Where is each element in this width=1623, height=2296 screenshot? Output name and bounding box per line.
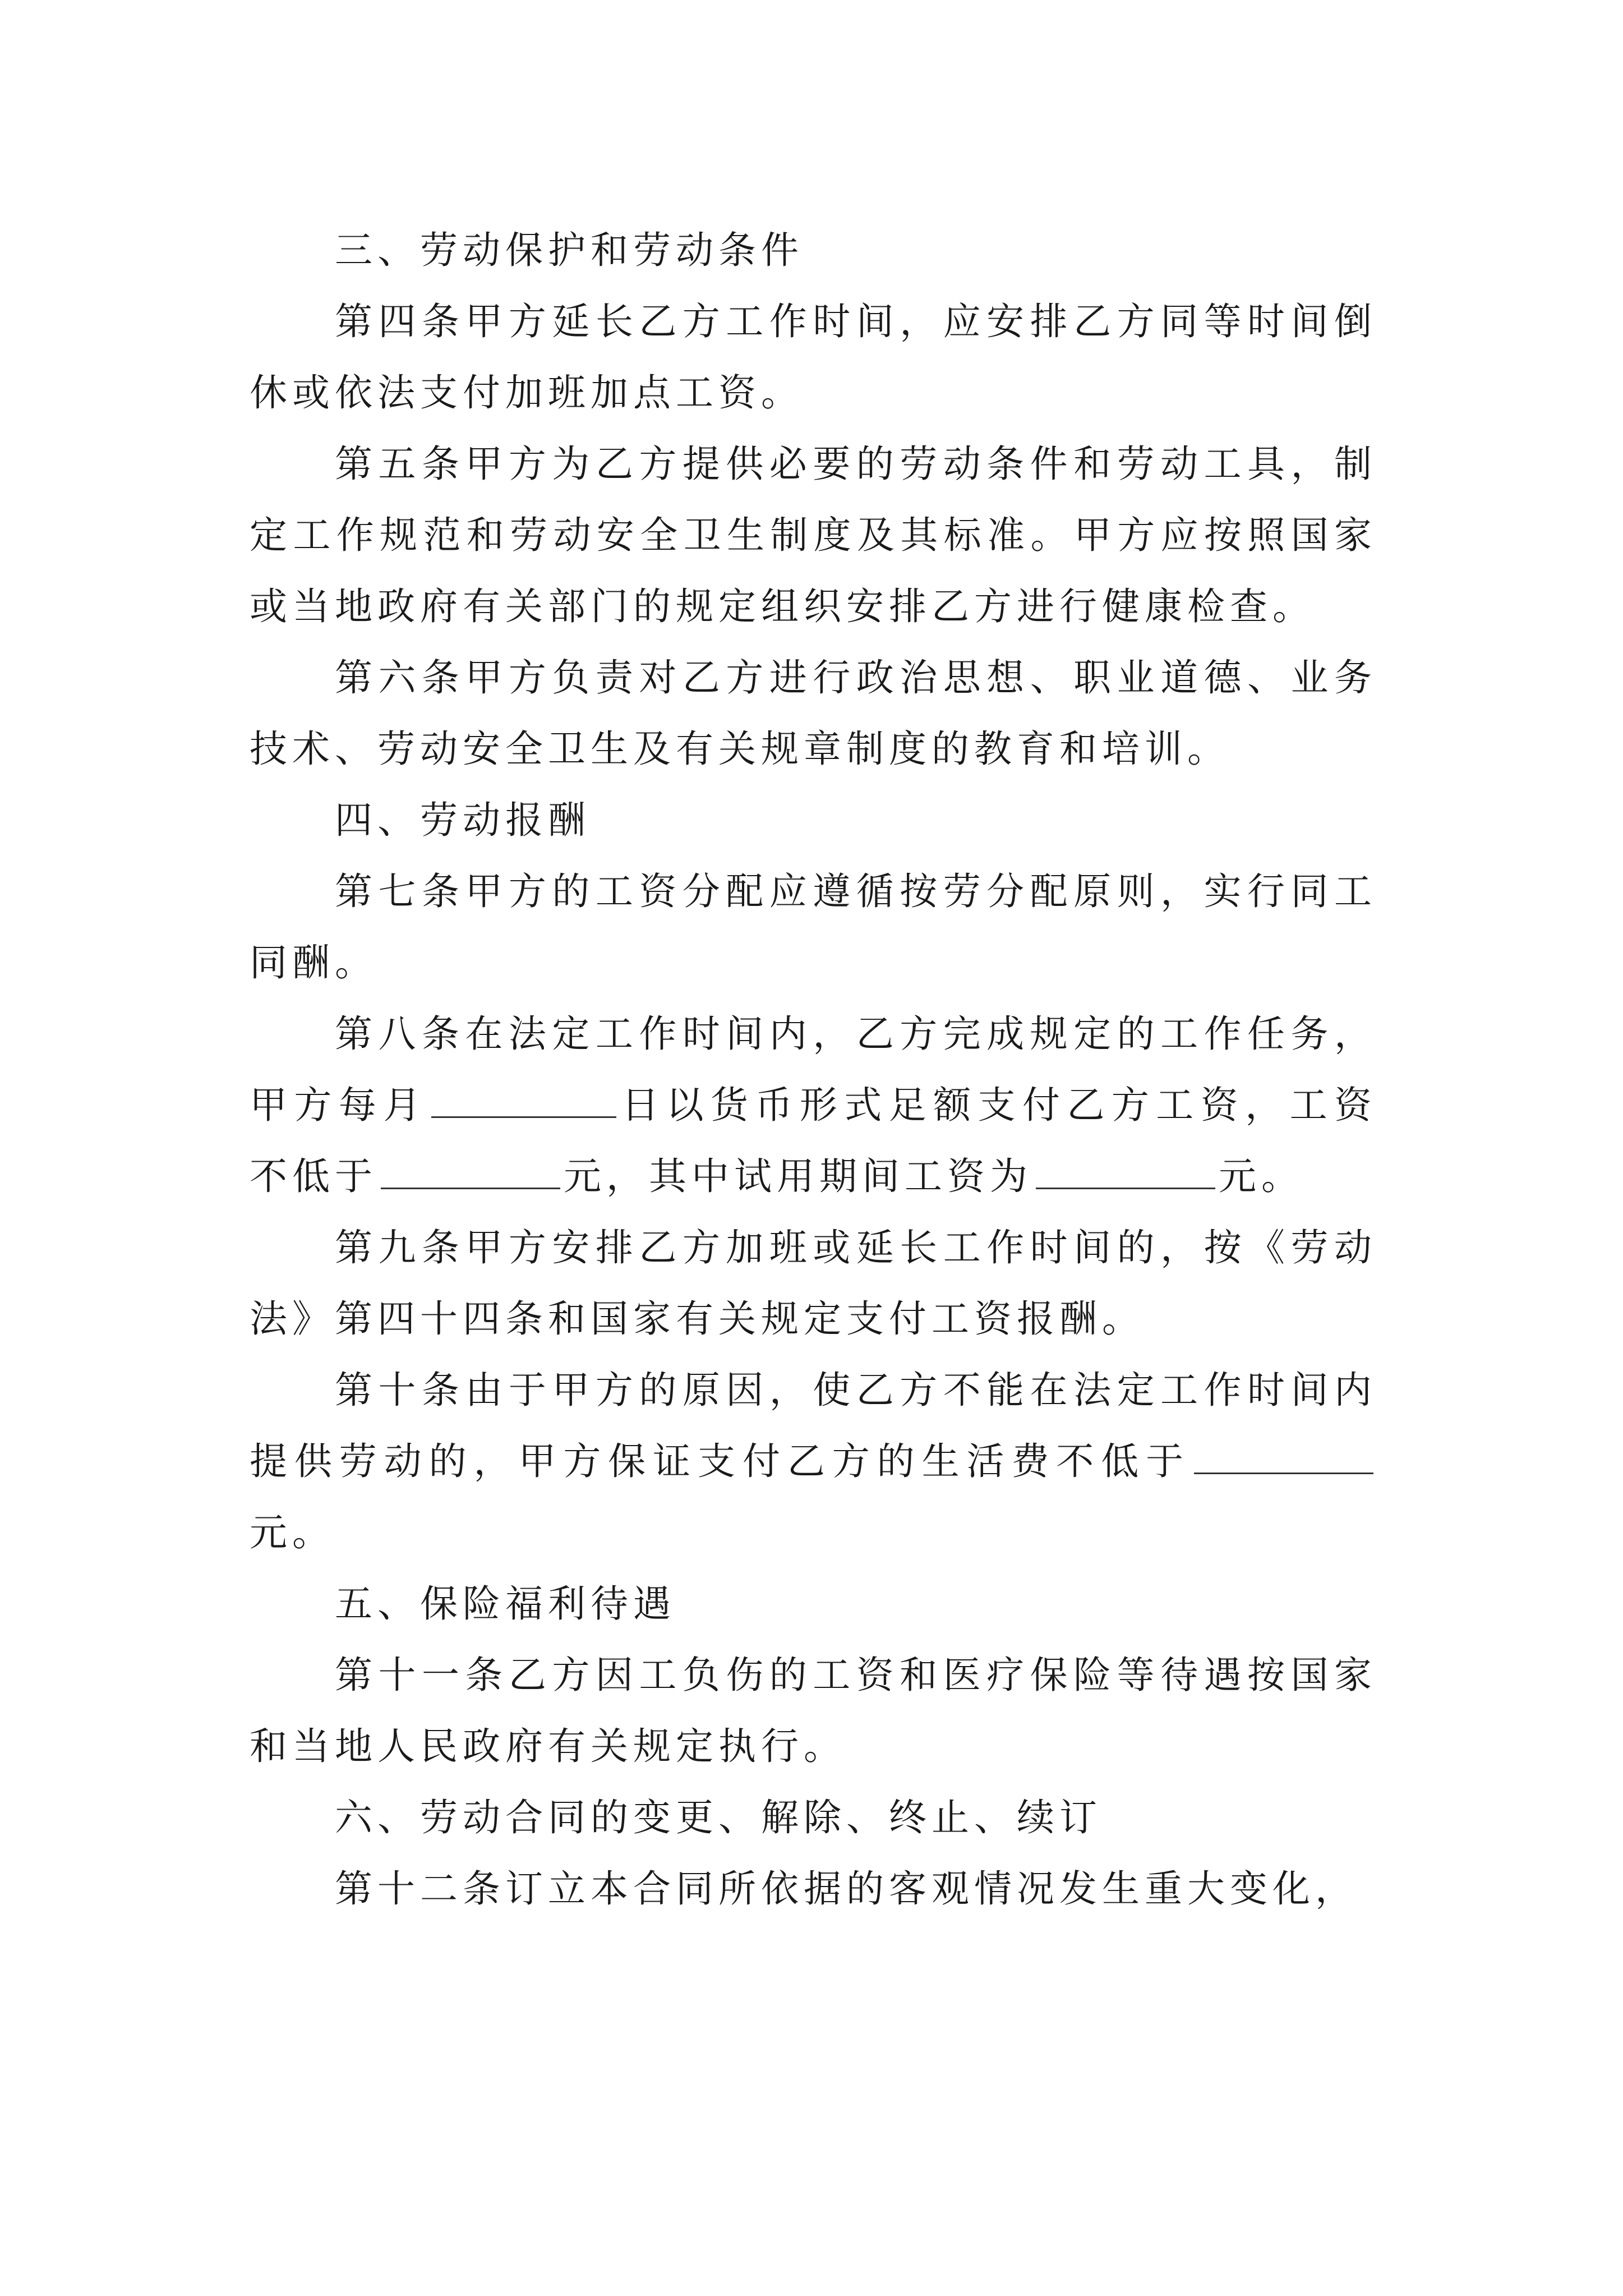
article-10-text-part-1: 第十条由于甲方的原因，使乙方不能在法定工作时间内提供劳动的，甲方保证支付乙方的生活费不低于 bbox=[250, 1368, 1377, 1483]
article-6-paragraph: 第六条甲方负责对乙方进行政治思想、职业道德、业务技术、劳动安全卫生及有关规章制度的教育和培训。 bbox=[250, 656, 1377, 771]
section-heading-contract-changes: 六、劳动合同的变更、解除、终止、续订 bbox=[335, 1796, 1102, 1839]
minimum-wage-blank-field bbox=[381, 1155, 560, 1189]
article-7-paragraph: 第七条甲方的工资分配应遵循按劳分配原则，实行同工同酬。 bbox=[250, 869, 1377, 984]
document-body bbox=[250, 215, 1377, 1925]
article-8-paragraph bbox=[250, 999, 1377, 1212]
article-8-text-part-4: 元。 bbox=[1219, 1154, 1304, 1198]
article-10-paragraph bbox=[250, 1355, 1377, 1568]
payday-blank-field bbox=[431, 1084, 616, 1118]
section-heading-insurance-welfare: 五、保险福利待遇 bbox=[335, 1582, 676, 1626]
article-8-text-part-3: 元，其中试用期间工资为 bbox=[564, 1154, 1032, 1198]
section-heading-labor-protection: 三、劳动保护和劳动条件 bbox=[335, 228, 804, 272]
living-allowance-blank-field bbox=[1194, 1440, 1373, 1474]
article-10-text-part-2: 元。 bbox=[250, 1511, 335, 1554]
article-8-text-part-1: 第八条在法定工作时间内，乙方完成规定的工作任务，甲方每月 bbox=[250, 1012, 1377, 1127]
probation-wage-blank-field bbox=[1036, 1155, 1215, 1189]
article-8-text-part-2: 日以货币形式足额支付乙方工资，工资不低于 bbox=[250, 1083, 1377, 1198]
article-11-paragraph: 第十一条乙方因工负伤的工资和医疗保险等待遇按国家和当地人民政府有关规定执行。 bbox=[250, 1653, 1377, 1768]
article-4-paragraph: 第四条甲方延长乙方工作时间，应安排乙方同等时间倒休或依法支付加班加点工资。 bbox=[250, 300, 1377, 415]
article-5-paragraph: 第五条甲方为乙方提供必要的劳动条件和劳动工具，制定工作规范和劳动安全卫生制度及其标准。甲方应按照国家或当地政府有关部门的规定组织安排乙方进行健康检查。 bbox=[250, 442, 1377, 628]
article-9-paragraph: 第九条甲方安排乙方加班或延长工作时间的，按《劳动法》第四十四条和国家有关规定支付工资报酬。 bbox=[250, 1226, 1377, 1341]
section-heading-labor-remuneration: 四、劳动报酬 bbox=[335, 798, 591, 842]
article-12-paragraph: 第十二条订立本合同所依据的客观情况发生重大变化， bbox=[335, 1867, 1358, 1911]
